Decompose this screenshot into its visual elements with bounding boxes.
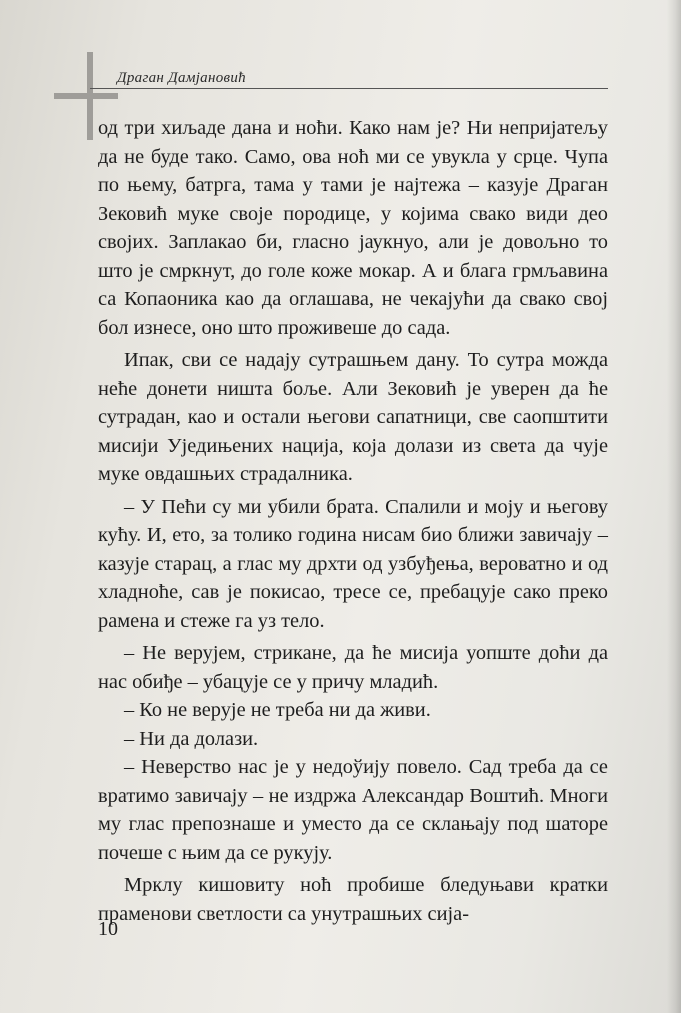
paragraph-1: од три хиљаде дана и ноћи. Како нам је? Ни непријатељу да не буде тако. Само, ова ноћ ми се увукла у срце. Чупа по њему, батрга, тама у тами је најтежа – казује Драган Зековић муке своје породице, у којима свако види део својих. Заплакао би, гласно јаукнуо, али је довољно то што је смркнут, до голе коже мокар. А и блага грмљавина са Копаоника као да оглашава, не чекајући да свако свој бол изнесе, оно што проживеше до сада.: [98, 117, 608, 339]
paragraph-4: – Не верујем, стрикане, да ће мисија уопште доћи да нас обиђе – убацује се у причу младић.: [98, 642, 608, 693]
page-number: 10: [98, 918, 118, 940]
body-text: [98, 114, 608, 928]
paragraph-7: – Неверство нас је у недоўију повело. Сад треба да се вратимо завичају – не издржа Александар Воштић. Многи му глас препознаше и уместо да се склањају под шаторе почеше с њим да се рукују.: [98, 756, 608, 864]
header-rule: [90, 88, 608, 89]
paragraph-3: – У Пећи су ми убили брата. Спалили и моју и његову кућу. И, ето, за толико година нисам био ближи завичају – казује старац, а глас му дрхти од узбуђења, вероватно и од хладноће, сав је покисао, тресе се, пребацује сако преко рамена и стеже га уз тело.: [98, 495, 608, 632]
running-head: Драган Дамјановић: [117, 70, 246, 86]
paragraph-2: Ипак, сви се надају сутрашњем дану. То сутра можда неће донети ништа боље. Али Зековић је уверен да ће сутрадан, као и остали његови сапатници, све саопштити мисији Уједињених нација, која долази из света да чује муке овдашњих страдалника.: [98, 349, 608, 485]
crop-mark-horizontal: [54, 93, 118, 99]
paragraph-6: – Ни да долази.: [124, 727, 259, 750]
page-edge-shadow: [667, 0, 681, 1013]
paragraph-8: Мрклу кишовиту ноћ пробише бледуњави кратки праменови светлости са унутрашњих сија-: [98, 874, 608, 925]
paragraph-5: – Ко не верује не треба ни да живи.: [124, 699, 431, 721]
